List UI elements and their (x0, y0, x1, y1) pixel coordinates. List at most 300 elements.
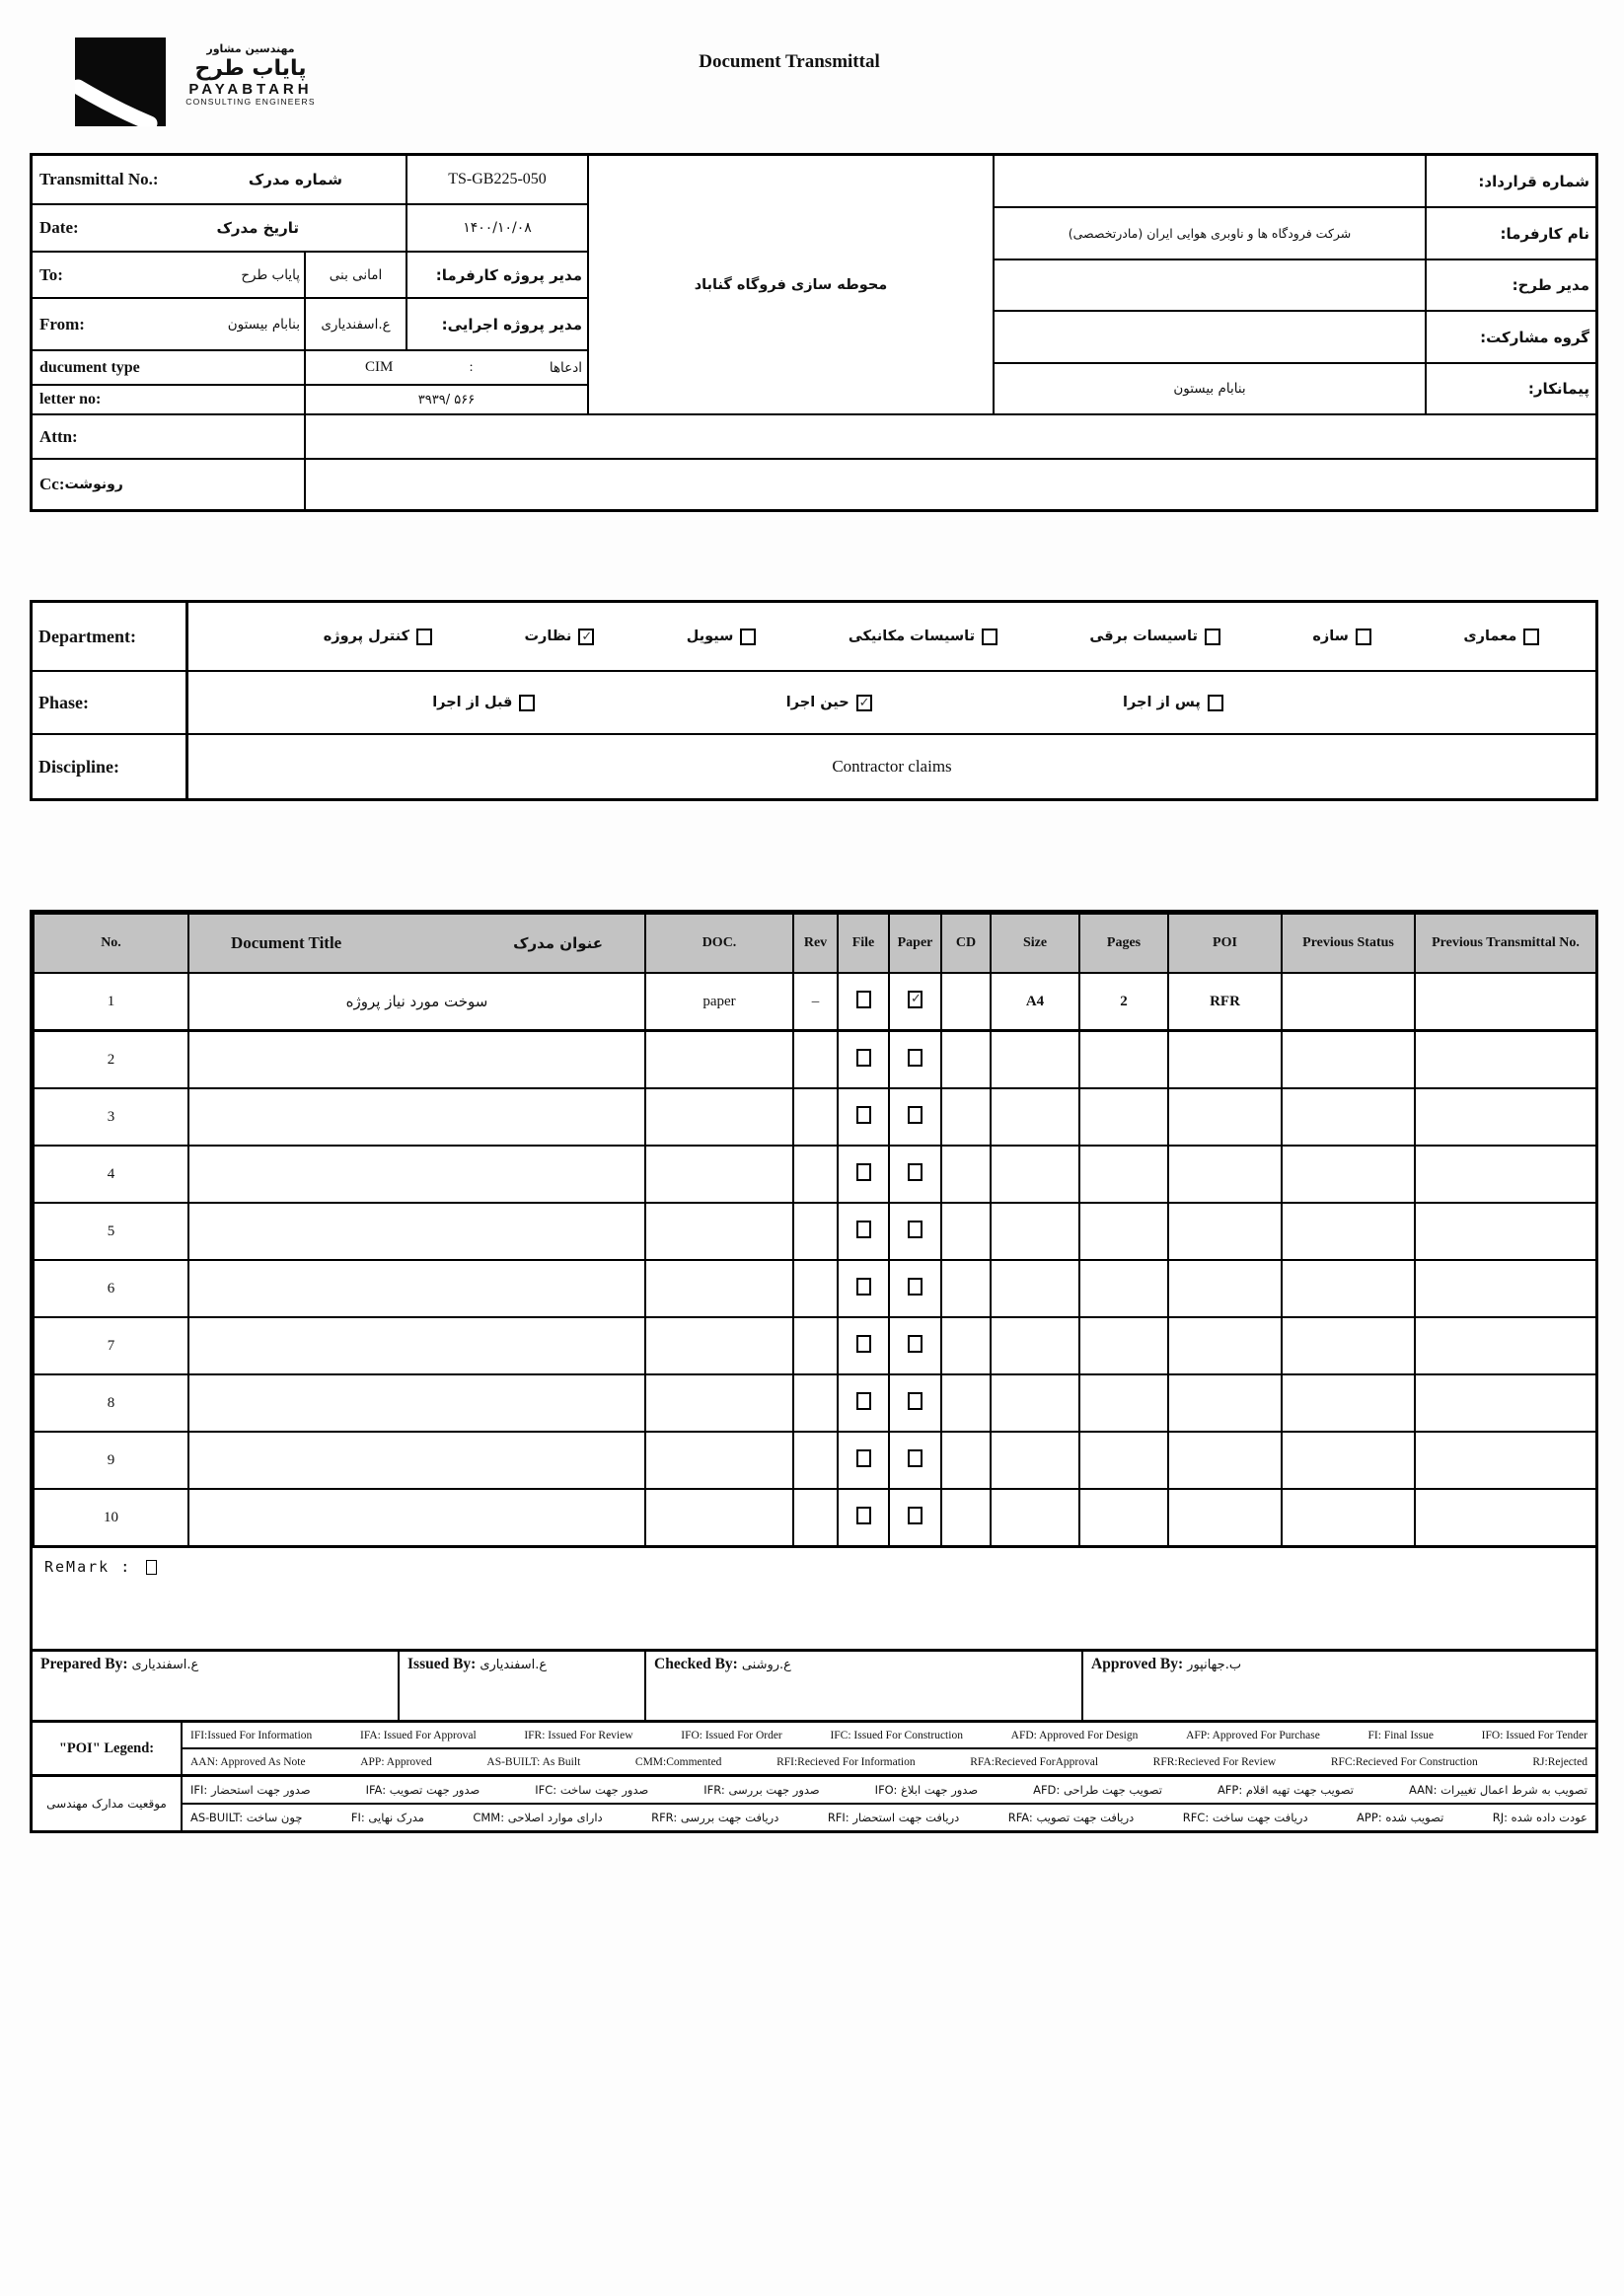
cell-doc (645, 1489, 793, 1546)
col-header-no: No. (34, 914, 188, 973)
cell-prev-transmittal (1415, 1260, 1596, 1317)
checked-by-name: ع.روشنی (741, 1658, 791, 1672)
issued-by-name: ع.اسفندیاری (480, 1658, 548, 1672)
prepared-by-name: ع.اسفندیاری (131, 1658, 199, 1672)
cell-no: 8 (34, 1374, 188, 1432)
transmittal-no-label-fa: شماره مدرک (248, 171, 342, 188)
letterno-label: letter no: (39, 391, 102, 407)
discipline-label: Discipline: (33, 735, 188, 798)
poi-legend-line1 (183, 1723, 1595, 1749)
cell-rev (793, 1260, 838, 1317)
department-option-label: تاسیسات مکانیکی (848, 629, 976, 644)
cell-paper (889, 1489, 941, 1546)
to-person: امانی بنی (306, 253, 407, 299)
approved-by-label: Approved By: (1091, 1656, 1184, 1672)
jv-group-label-cell (1427, 312, 1595, 364)
cc-label: Cc: (39, 475, 65, 493)
poi-legend-item: RFA:Recieved ForApproval (970, 1755, 1099, 1768)
doctype-value-fa: ادعاها (549, 359, 582, 376)
cell-prev-status (1282, 1031, 1415, 1089)
cell-no: 10 (34, 1489, 188, 1546)
doctype-label: ducument type (39, 358, 140, 376)
document-table-row (34, 1088, 1596, 1146)
col-header-prev-transmittal: Previous Transmittal No. (1415, 914, 1596, 973)
fa-legend-item: IFC: صدور جهت ساخت (535, 1783, 649, 1797)
file-checkbox[interactable] (856, 1335, 871, 1353)
file-checkbox[interactable] (856, 1163, 871, 1181)
signature-row (33, 1649, 1595, 1720)
cell-prev-transmittal (1415, 1317, 1596, 1374)
cell-size (991, 1088, 1079, 1146)
transmittal-no-value: TS-GB225-050 (407, 156, 589, 205)
poi-legend-item: RFC:Recieved For Construction (1330, 1755, 1478, 1768)
fa-legend-item: IFO: صدور جهت ابلاغ (874, 1783, 979, 1797)
cell-size (991, 1317, 1079, 1374)
cell-size (991, 1489, 1079, 1546)
col-header-size: Size (991, 914, 1079, 973)
department-option (524, 629, 594, 645)
fa-legend-line2 (183, 1805, 1595, 1830)
cc-label-fa: رونوشت (64, 477, 123, 492)
cell-pages (1079, 1088, 1168, 1146)
poi-legend-row (33, 1720, 1595, 1774)
document-table (33, 913, 1597, 1547)
paper-checkbox[interactable] (908, 1507, 923, 1524)
cell-file (838, 1146, 889, 1203)
cell-poi (1168, 1146, 1282, 1203)
poi-legend-label: "POI" Legend: (33, 1723, 183, 1774)
col-header-pages: Pages (1079, 914, 1168, 973)
prepared-by-cell[interactable] (33, 1652, 400, 1720)
cell-prev-status (1282, 1260, 1415, 1317)
cell-poi (1168, 1374, 1282, 1432)
cell-doc (645, 1146, 793, 1203)
logo-company-name: PAYABTARH (188, 80, 313, 98)
contractor-label: پیمانکار: (1527, 380, 1589, 398)
poi-legend-item: AAN: Approved As Note (190, 1755, 306, 1768)
cell-cd (941, 1489, 991, 1546)
cell-title (188, 1088, 645, 1146)
cell-prev-transmittal (1415, 1088, 1596, 1146)
document-table-row (34, 973, 1596, 1031)
issued-by-cell[interactable] (400, 1652, 646, 1720)
cell-file (838, 1088, 889, 1146)
cell-doc (645, 1203, 793, 1260)
to-role-cell (407, 253, 589, 299)
cell-file (838, 1317, 889, 1374)
page-title: Document Transmittal (699, 51, 880, 72)
cell-title (188, 1260, 645, 1317)
cell-pages (1079, 1146, 1168, 1203)
cell-pages (1079, 1203, 1168, 1260)
cell-poi (1168, 1317, 1282, 1374)
file-checkbox[interactable] (856, 1507, 871, 1524)
cell-no: 2 (34, 1031, 188, 1089)
cell-prev-status (1282, 1146, 1415, 1203)
document-table-row (34, 1203, 1596, 1260)
cell-title (188, 1374, 645, 1432)
paper-checkbox[interactable] (908, 1449, 923, 1467)
doctype-value: CIM (365, 359, 394, 375)
cell-doc (645, 1260, 793, 1317)
cell-paper (889, 1317, 941, 1374)
fa-legend-item: AAN: تصویب به شرط اعمال تغییرات (1408, 1783, 1587, 1797)
department-checkbox[interactable] (1205, 629, 1220, 645)
design-manager-label: مدیر طرح: (1512, 276, 1589, 294)
col-header-rev: Rev (793, 914, 838, 973)
cell-doc (645, 1317, 793, 1374)
attn-label: Attn: (39, 426, 78, 446)
issued-by-label: Issued By: (407, 1656, 477, 1672)
poi-legend-item: IFR: Issued For Review (524, 1729, 633, 1741)
cell-title: سوخت مورد نیاز پروژه (188, 973, 645, 1031)
cell-size (991, 1146, 1079, 1203)
logo-fa-small: مهندسین مشاور (206, 42, 295, 55)
paper-checkbox[interactable] (908, 991, 923, 1008)
from-cell (33, 299, 306, 351)
cell-size (991, 1432, 1079, 1489)
cell-prev-status (1282, 1432, 1415, 1489)
document-list-section (30, 910, 1598, 1833)
cell-paper (889, 1260, 941, 1317)
logo-fa-big: پایاب طرح (194, 55, 307, 81)
cell-size (991, 1203, 1079, 1260)
cell-file (838, 1203, 889, 1260)
attn-value-cell[interactable] (306, 415, 1595, 460)
poi-legend-item: AFP: Approved For Purchase (1186, 1729, 1320, 1741)
phase-option-label: قبل از اجرا (432, 695, 513, 710)
cell-poi: RFR (1168, 973, 1282, 1031)
department-checkbox[interactable] (740, 629, 756, 645)
cell-cd (941, 1203, 991, 1260)
cell-doc (645, 1374, 793, 1432)
phase-option (432, 695, 535, 711)
cell-prev-transmittal (1415, 1432, 1596, 1489)
phase-option (786, 695, 872, 711)
cell-rev (793, 1203, 838, 1260)
department-checkbox[interactable] (1356, 629, 1371, 645)
poi-legend-item: APP: Approved (360, 1755, 432, 1768)
poi-legend-item: IFC: Issued For Construction (830, 1729, 963, 1741)
department-checkbox[interactable] (1523, 629, 1539, 645)
design-manager-label-cell (1427, 260, 1595, 312)
cell-title (188, 1317, 645, 1374)
col-header-title (188, 914, 645, 973)
cell-title (188, 1203, 645, 1260)
letterno-value: ۵۶۶ /۳۹۳۹ (306, 386, 589, 415)
cell-file (838, 1432, 889, 1489)
contractor-value-cell (995, 364, 1427, 415)
cell-file (838, 1260, 889, 1317)
department-label: Department: (33, 603, 188, 670)
cc-label-cell (33, 460, 306, 509)
cell-doc: paper (645, 973, 793, 1031)
cell-prev-transmittal (1415, 1374, 1596, 1432)
cell-no: 9 (34, 1432, 188, 1489)
department-checkbox[interactable] (982, 629, 997, 645)
cell-file (838, 973, 889, 1031)
poi-legend-item: IFO: Issued For Order (681, 1729, 782, 1741)
file-checkbox[interactable] (856, 1221, 871, 1238)
file-checkbox[interactable] (856, 1049, 871, 1067)
cell-size: A4 (991, 973, 1079, 1031)
cell-cd (941, 1088, 991, 1146)
fa-legend-label: موقعیت مدارک مهندسی (33, 1777, 183, 1830)
document-table-row (34, 1317, 1596, 1374)
cell-no: 6 (34, 1260, 188, 1317)
col-header-doc: DOC. (645, 914, 793, 973)
cell-cd (941, 1260, 991, 1317)
department-checkbox[interactable] (416, 629, 432, 645)
fa-legend-item: FI: مدرک نهایی (350, 1811, 424, 1824)
department-row (33, 603, 1595, 672)
cell-doc (645, 1088, 793, 1146)
cell-no: 3 (34, 1088, 188, 1146)
attn-label-cell (33, 415, 306, 460)
document-table-row (34, 1374, 1596, 1432)
approved-by-cell[interactable] (1083, 1652, 1595, 1720)
date-label-fa: تاریخ مدرک (216, 219, 299, 237)
col-header-title-fa: عنوان مدرک (513, 934, 603, 952)
department-option-label: سازه (1312, 629, 1349, 644)
phase-row (33, 672, 1595, 735)
transmittal-no-label-cell (33, 156, 407, 205)
document-table-row (34, 1489, 1596, 1546)
cell-rev (793, 1317, 838, 1374)
cell-pages (1079, 1031, 1168, 1089)
poi-legend-item: IFI:Issued For Information (190, 1729, 313, 1741)
poi-legend-item: CMM:Commented (634, 1755, 722, 1768)
cell-prev-transmittal (1415, 973, 1596, 1031)
cc-value-cell[interactable] (306, 460, 1595, 509)
poi-legend-item: IFO: Issued For Tender (1481, 1729, 1587, 1741)
header-info-table (30, 153, 1598, 512)
col-header-title-en: Document Title (231, 933, 342, 952)
department-option (1089, 629, 1220, 645)
fa-legend-item: IFI: صدور جهت استحضار (190, 1783, 311, 1797)
cell-no: 7 (34, 1317, 188, 1374)
department-option-label: معماری (1463, 629, 1517, 644)
poi-legend-item: AFD: Approved For Design (1010, 1729, 1139, 1741)
file-checkbox[interactable] (856, 991, 871, 1008)
cell-cd (941, 973, 991, 1031)
cell-prev-transmittal (1415, 1203, 1596, 1260)
from-role: مدیر پروژه اجرایی: (441, 315, 582, 333)
contractor-label-cell (1427, 364, 1595, 415)
fa-legend-item: IFR: صدور جهت بررسی (703, 1783, 820, 1797)
fa-legend-item: APP: تصویب شده (1357, 1811, 1444, 1824)
document-table-header-row (34, 914, 1596, 973)
fa-legend-item: AS-BUILT: چون ساخت (190, 1811, 303, 1824)
from-role-cell (407, 299, 589, 351)
cell-size (991, 1374, 1079, 1432)
poi-legend-item: IFA: Issued For Approval (359, 1729, 477, 1741)
file-checkbox[interactable] (856, 1106, 871, 1124)
col-header-poi: POI (1168, 914, 1282, 973)
cell-rev (793, 1031, 838, 1089)
cell-prev-transmittal (1415, 1031, 1596, 1089)
department-option-label: کنترل پروژه (323, 629, 410, 644)
design-manager-value[interactable] (995, 260, 1427, 312)
cell-paper (889, 1432, 941, 1489)
discipline-row (33, 735, 1595, 798)
col-header-paper: Paper (889, 914, 941, 973)
to-role: مدیر پروژه کارفرما: (435, 265, 582, 284)
fa-legend-item: RFI: دریافت جهت استحضار (827, 1811, 960, 1824)
cell-pages (1079, 1260, 1168, 1317)
discipline-value: Contractor claims (832, 757, 952, 776)
project-name-cell (589, 156, 995, 415)
cell-cd (941, 1374, 991, 1432)
doctype-colon: : (469, 359, 474, 375)
document-table-row (34, 1031, 1596, 1089)
document-table-row (34, 1260, 1596, 1317)
cell-poi (1168, 1432, 1282, 1489)
file-checkbox[interactable] (856, 1449, 871, 1467)
department-phase-table (30, 600, 1598, 801)
cell-poi (1168, 1031, 1282, 1089)
cell-cd (941, 1432, 991, 1489)
to-label: To: (39, 264, 63, 284)
paper-checkbox[interactable] (908, 1278, 923, 1296)
contractor-value: بنابام بیستون (1173, 381, 1246, 397)
fa-legend-item: CMM: دارای موارد اصلاحی (473, 1811, 603, 1824)
fa-legend-item: RFC: دریافت جهت ساخت (1182, 1811, 1308, 1824)
paper-checkbox[interactable] (908, 1335, 923, 1353)
poi-legend-item: RFR:Recieved For Review (1152, 1755, 1277, 1768)
cell-cd (941, 1146, 991, 1203)
department-option-label: سیویل (686, 629, 734, 644)
file-checkbox[interactable] (856, 1278, 871, 1296)
phase-checkbox[interactable] (856, 695, 872, 711)
cell-cd (941, 1031, 991, 1089)
fa-legend-item: RFR: دریافت جهت بررسی (651, 1811, 779, 1824)
contract-no-label: شماره قرارداد: (1478, 172, 1589, 190)
cell-pages (1079, 1317, 1168, 1374)
client-value: شرکت فرودگاه ها و ناوبری هوایی ایران (مادرتخصصی) (1068, 226, 1352, 241)
cell-no: 5 (34, 1203, 188, 1260)
file-checkbox[interactable] (856, 1392, 871, 1410)
paper-checkbox[interactable] (908, 1049, 923, 1067)
cell-poi (1168, 1489, 1282, 1546)
logo-company-subtitle: CONSULTING ENGINEERS (185, 97, 316, 108)
cell-prev-status (1282, 1203, 1415, 1260)
cell-paper (889, 1031, 941, 1089)
contract-no-value[interactable] (995, 156, 1427, 208)
col-header-cd: CD (941, 914, 991, 973)
cell-prev-transmittal (1415, 1489, 1596, 1546)
cell-title (188, 1489, 645, 1546)
poi-legend-item: RJ:Rejected (1532, 1755, 1587, 1768)
cell-no: 4 (34, 1146, 188, 1203)
department-option (324, 629, 432, 645)
cell-file (838, 1489, 889, 1546)
department-option (849, 629, 997, 645)
cell-pages (1079, 1489, 1168, 1546)
cell-file (838, 1031, 889, 1089)
paper-checkbox[interactable] (908, 1221, 923, 1238)
col-header-prev-status: Previous Status (1282, 914, 1415, 973)
paper-checkbox[interactable] (908, 1392, 923, 1410)
paper-checkbox[interactable] (908, 1106, 923, 1124)
cell-rev (793, 1489, 838, 1546)
department-option (687, 629, 757, 645)
client-label: نام کارفرما: (1500, 224, 1589, 243)
project-name: محوطه سازی فروگاه گناباد (694, 276, 888, 293)
cell-pages (1079, 1432, 1168, 1489)
jv-group-label: گروه مشارکت: (1480, 328, 1589, 346)
from-person: ع.اسفندیاری (306, 299, 407, 351)
document-table-row (34, 1432, 1596, 1489)
col-header-file: File (838, 914, 889, 973)
cell-prev-status (1282, 1489, 1415, 1546)
poi-legend-item: RFI:Recieved For Information (776, 1755, 916, 1768)
cell-rev (793, 1432, 838, 1489)
fa-legend-line1 (183, 1777, 1595, 1805)
phase-checkbox[interactable] (519, 695, 535, 711)
client-value-cell (995, 208, 1427, 260)
prepared-by-label: Prepared By: (40, 1656, 128, 1672)
cell-paper (889, 1088, 941, 1146)
cell-doc (645, 1031, 793, 1089)
cell-rev (793, 1146, 838, 1203)
fa-legend-row (33, 1774, 1595, 1830)
cell-pages (1079, 1374, 1168, 1432)
poi-legend-item: FI: Final Issue (1367, 1729, 1434, 1741)
approved-by-name: ب.جهانپور (1187, 1658, 1242, 1672)
fa-legend-item: IFA: صدور جهت تصویب (365, 1783, 480, 1797)
fa-legend-item: RFA: دریافت جهت تصویب (1007, 1811, 1135, 1824)
cell-paper (889, 1374, 941, 1432)
transmittal-no-label: Transmittal No.: (39, 170, 159, 188)
department-checkbox[interactable] (578, 629, 594, 645)
remark-area[interactable] (33, 1547, 1595, 1649)
cell-paper (889, 1146, 941, 1203)
department-options (188, 603, 1595, 670)
cell-rev (793, 1088, 838, 1146)
cell-prev-status (1282, 1374, 1415, 1432)
paper-checkbox[interactable] (908, 1163, 923, 1181)
fa-legend-item: RJ: عودت داده شده (1492, 1811, 1587, 1824)
client-label-cell (1427, 208, 1595, 260)
phase-option (1123, 695, 1223, 711)
cell-cd (941, 1317, 991, 1374)
phase-checkbox[interactable] (1208, 695, 1223, 711)
cell-rev: – (793, 973, 838, 1031)
letterno-label-cell (33, 386, 306, 415)
cell-size (991, 1031, 1079, 1089)
jv-group-value[interactable] (995, 312, 1427, 364)
cell-pages: 2 (1079, 973, 1168, 1031)
cell-paper (889, 973, 941, 1031)
cell-doc (645, 1432, 793, 1489)
cell-poi (1168, 1203, 1282, 1260)
from-value: بنابام بیستون (227, 316, 300, 333)
cell-no: 1 (34, 973, 188, 1031)
checked-by-cell[interactable] (646, 1652, 1083, 1720)
phase-label: Phase: (33, 672, 188, 733)
contract-no-label-cell (1427, 156, 1595, 208)
date-label: Date: (39, 218, 79, 237)
cell-title (188, 1146, 645, 1203)
cell-paper (889, 1203, 941, 1260)
cell-prev-status (1282, 973, 1415, 1031)
document-table-row (34, 1146, 1596, 1203)
remark-box-icon (146, 1560, 157, 1575)
doctype-label-cell (33, 351, 306, 386)
poi-legend-item: AS-BUILT: As Built (486, 1755, 581, 1768)
fa-legend-item: AFP: تصویب جهت تهیه اقلام (1217, 1783, 1354, 1797)
